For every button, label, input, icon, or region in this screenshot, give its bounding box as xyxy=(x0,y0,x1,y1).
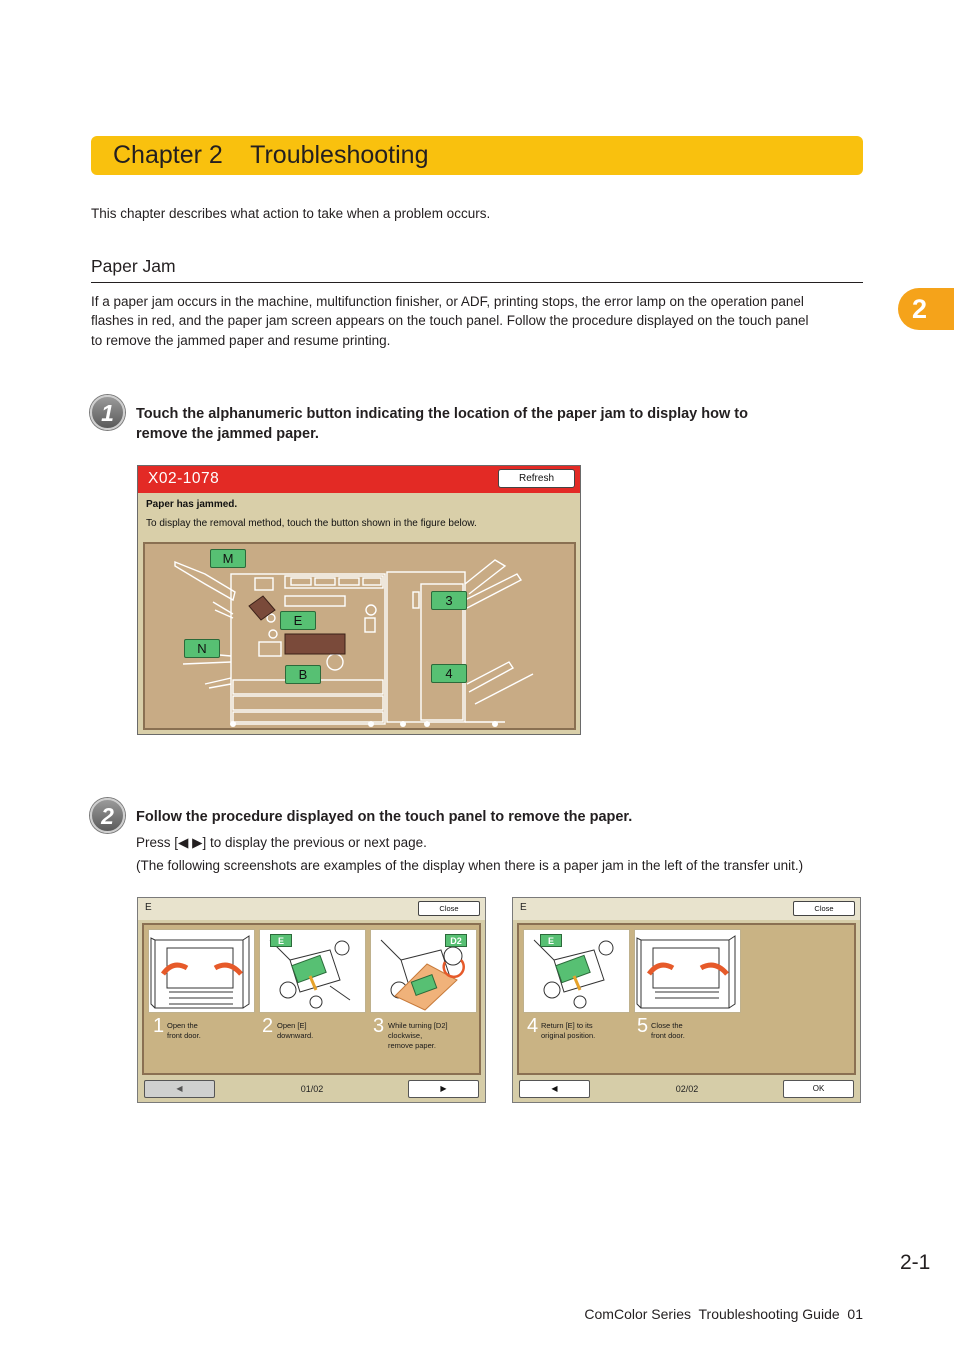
section-body-line-1: If a paper jam occurs in the machine, multifunction finisher, or ADF, printing stops, the error lamp on the operation panel xyxy=(91,294,804,309)
footer-text: ComColor Series Troubleshooting Guide 01 xyxy=(584,1306,863,1322)
jam-location-n-button[interactable]: N xyxy=(184,639,220,658)
jam-instruction: To display the removal method, touch the button shown in the figure below. xyxy=(146,518,477,529)
step-2-number-icon xyxy=(90,798,125,833)
ok-button[interactable]: OK xyxy=(783,1080,854,1098)
error-code: X02-1078 xyxy=(148,470,220,487)
jam-location-3-button[interactable]: 3 xyxy=(431,591,467,610)
screen-header xyxy=(513,898,860,920)
jam-location-m-button[interactable]: M xyxy=(210,549,246,568)
step-5-illustration xyxy=(634,929,741,1013)
procedure-step-4-number: 4 xyxy=(527,1015,539,1037)
page-indicator: 01/02 xyxy=(300,1084,324,1094)
procedure-step-3-text: While turning [D2] clockwise, remove paper. xyxy=(388,1021,448,1050)
jam-message: Paper has jammed. xyxy=(146,499,238,510)
procedure-step-1-number: 1 xyxy=(153,1015,165,1037)
panel-header xyxy=(138,466,580,493)
page-indicator: 02/02 xyxy=(675,1084,699,1094)
step-1-number: 1 xyxy=(101,400,114,426)
chapter-title: Chapter 2 Troubleshooting xyxy=(113,141,429,169)
section-title: Paper Jam xyxy=(91,256,176,276)
jam-location-e-button[interactable]: E xyxy=(280,611,316,630)
procedure-steps-area xyxy=(142,923,481,1075)
step-2-title: Follow the procedure displayed on the touch panel to remove the paper. xyxy=(136,809,633,825)
screen-header xyxy=(138,898,485,920)
screen-jam-code: E xyxy=(145,902,152,913)
section-body-line-3: to remove the jammed paper and resume printing. xyxy=(91,333,391,348)
section-body-line-2: flashes in red, and the paper jam screen appears on the touch panel. Follow the procedure displayed on the touch panel xyxy=(91,313,809,328)
procedure-step-2-number: 2 xyxy=(262,1015,274,1037)
jam-location-b-button[interactable]: B xyxy=(285,665,321,684)
next-page-button[interactable]: ▶ xyxy=(408,1080,479,1098)
screen-jam-code: E xyxy=(520,902,527,913)
step-3-illustration xyxy=(370,929,477,1013)
step-1-line-1: Touch the alphanumeric button indicating the location of the paper jam to display how to xyxy=(136,406,748,422)
procedure-step-5-number: 5 xyxy=(637,1015,649,1037)
chapter-header xyxy=(91,136,863,175)
jam-location-4-button[interactable]: 4 xyxy=(431,664,467,683)
step-2-note-2: (The following screenshots are examples of the display when there is a paper jam in the left of the transfer unit.) xyxy=(136,858,804,873)
step-2-number: 2 xyxy=(101,803,114,829)
chapter-side-tab-number: 2 xyxy=(912,294,928,324)
machine-illustration xyxy=(145,544,574,728)
previous-page-button[interactable]: ◀ xyxy=(144,1080,215,1098)
procedure-screen-page-2 xyxy=(512,897,861,1103)
step-1-illustration xyxy=(148,929,255,1013)
procedure-steps-area xyxy=(517,923,856,1075)
tag-e: E xyxy=(270,934,292,947)
procedure-step-2-text: Open [E] downward. xyxy=(277,1021,314,1040)
procedure-step-3-number: 3 xyxy=(373,1015,385,1037)
chapter-side-tab xyxy=(898,288,954,330)
machine-diagram xyxy=(143,542,576,730)
previous-page-button[interactable]: ◀ xyxy=(519,1080,590,1098)
close-button[interactable]: Close xyxy=(793,901,855,916)
procedure-step-1-text: Open the front door. xyxy=(167,1021,201,1040)
tag-e: E xyxy=(540,934,562,947)
close-button[interactable]: Close xyxy=(418,901,480,916)
section-divider xyxy=(91,282,863,283)
paper-jam-touch-panel xyxy=(137,465,581,735)
refresh-button[interactable]: Refresh xyxy=(498,469,575,488)
chapter-intro: This chapter describes what action to take when a problem occurs. xyxy=(91,206,491,221)
tag-d2: D2 xyxy=(445,934,467,947)
step-2-note-1: Press [◀ ▶] to display the previous or next page. xyxy=(136,835,427,850)
step-2-illustration xyxy=(259,929,366,1013)
step-4-illustration xyxy=(523,929,630,1013)
page-number: 2-1 xyxy=(900,1251,931,1274)
step-1-line-2: remove the jammed paper. xyxy=(136,426,319,442)
procedure-screen-page-1 xyxy=(137,897,486,1103)
procedure-step-5-text: Close the front door. xyxy=(651,1021,685,1040)
procedure-step-4-text: Return [E] to its original position. xyxy=(541,1021,596,1040)
step-1-number-icon xyxy=(90,395,125,430)
